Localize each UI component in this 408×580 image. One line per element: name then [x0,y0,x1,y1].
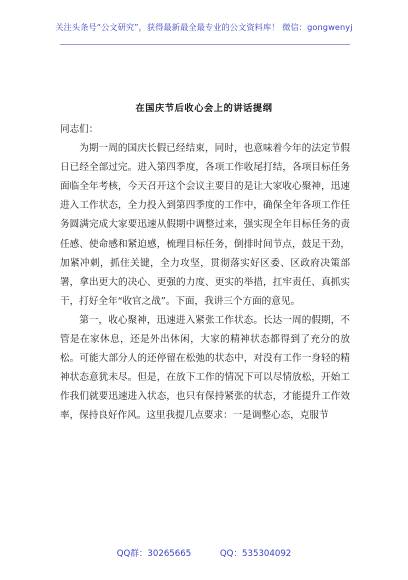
header-note: 关注头条号“公文研究”，获得最新最全最专业的公文资料库！ 微信：gongwenyj [55,22,353,32]
body-paragraph-1: 为期一周的国庆长假已经结束，同时，也意味着今年的法定节假日已经全部过完。进入第四季度，各项工作收尾打结，各项目标任务面临全年考核，今天召开这个会议主要目的是让大家收心聚神，迅速进入工作状态，全力投入到第四季度的工作中，确保全年各项工作任务圆满完成大家要迅速从假期中调整过来，强实现全年目标任务的责任感、使命感和紧迫感，梳理目标任务，倒排时间节点，鼓足干劲，加紧冲刺，抓住关键，全力攻坚，贯彻落实好区委、区政府决策部署，拿出更大的决心、更强的力度、更实的举措，扛牢责任、真抓实干，打好全年“收官之战”。下面，我讲三个方面的意见。 [60,143,350,307]
document-title: 在国庆节后收心会上的讲话提纲 [135,103,273,114]
header-divider [60,44,350,45]
qq-contact-label: QQ：535304092 [219,549,292,559]
body-paragraph-2: 第一，收心聚神，迅速进入紧张工作状态。长达一周的假期，不管是在家休息，还是外出休闲，大家的精神状态都得到了充分的放松。可能大部分人的还停留在松弛的状态中，对没有工作一身轻的精神状态意犹未尽。但是，在放下工作的情况下可以尽情放松，开始工作我们就要迅速进入状态，也只有保持紧张的状态，才能提升工作效率，保持良好作风。这里我提几点要求：一是调整心态，克服节 [60,314,350,422]
footer-contacts [0,547,408,559]
document-body [60,120,350,426]
qq-group-label: QQ群：30265665 [116,549,192,559]
salutation: 同志们： [60,124,99,135]
